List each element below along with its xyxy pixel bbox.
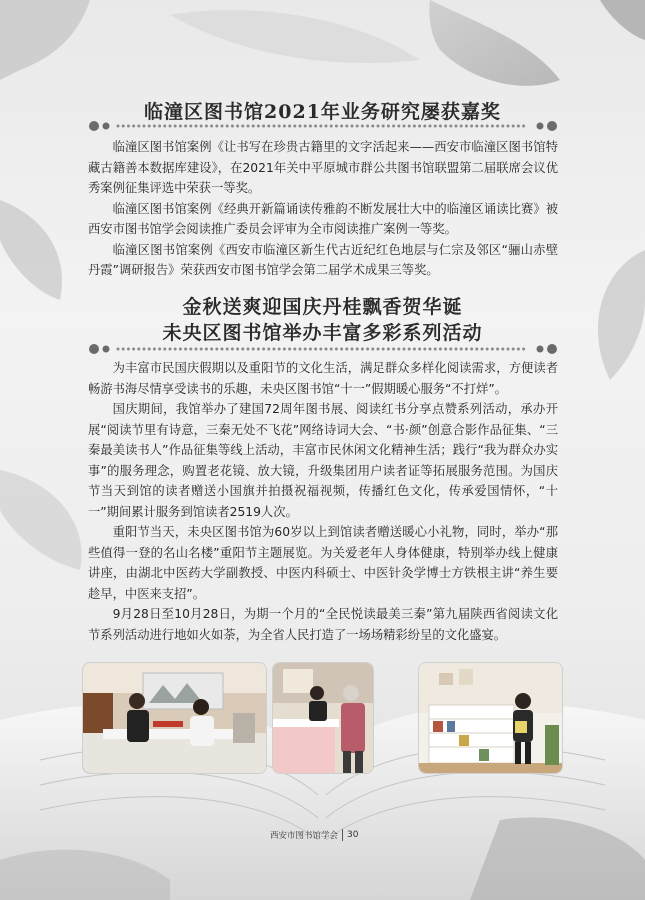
divider-dot — [470, 348, 473, 351]
divider-dot — [481, 125, 484, 128]
divider-dot — [408, 348, 411, 351]
divider-dot — [148, 348, 151, 351]
divider-dot — [330, 125, 333, 128]
divider-dot — [507, 125, 510, 128]
divider-dot — [345, 125, 348, 128]
divider-dot — [226, 125, 229, 128]
divider-dot — [226, 348, 229, 351]
divider-dot — [387, 348, 390, 351]
divider-end-dot — [89, 344, 99, 354]
divider-dot — [137, 348, 140, 351]
divider-dot — [491, 125, 494, 128]
divider-dot — [210, 348, 213, 351]
divider-dot — [351, 125, 354, 128]
divider-dot — [262, 125, 265, 128]
divider-dot — [299, 125, 302, 128]
divider-dot — [496, 348, 499, 351]
divider-end-dot — [103, 346, 110, 353]
divider-dot — [163, 125, 166, 128]
divider-dot — [132, 348, 135, 351]
divider-dot — [465, 125, 468, 128]
divider-dot — [137, 125, 140, 128]
divider-dot — [267, 348, 270, 351]
divider-dot — [377, 125, 380, 128]
divider-dot — [215, 348, 218, 351]
divider-dot — [304, 348, 307, 351]
divider-dot — [267, 125, 270, 128]
divider-dot — [195, 348, 198, 351]
divider-dot — [169, 348, 172, 351]
section2-article — [88, 358, 558, 645]
divider-dot — [127, 125, 130, 128]
divider-dot — [501, 348, 504, 351]
divider-dot — [382, 125, 385, 128]
divider-end-dot — [537, 123, 544, 130]
divider-dot — [397, 348, 400, 351]
divider-dot — [423, 348, 426, 351]
divider-dot — [148, 125, 151, 128]
divider-dot — [418, 348, 421, 351]
divider-dot — [408, 125, 411, 128]
divider-dot — [273, 125, 276, 128]
divider-dot — [278, 125, 281, 128]
divider-dot — [465, 348, 468, 351]
divider-dot — [397, 125, 400, 128]
section2-paragraph: 重阳节当天，未央区图书馆为60岁以上到馆读者赠送暖心小礼物，同时，举办“那些值得一登的名山名楼”重阳节主题展览。为关爱老年人身体健康，特别举办线上健康讲座，由湖北中医药大学副教授、中医内科硕士、中医针灸学博士方铁根主讲“养生要趁早，中医来支招”。 — [88, 525, 558, 601]
divider-dot — [283, 348, 286, 351]
divider-dot — [449, 125, 452, 128]
divider-dot — [257, 125, 260, 128]
divider-dot — [319, 125, 322, 128]
divider-dot — [174, 125, 177, 128]
photo-library-service-desk — [83, 663, 266, 773]
divider-dot — [361, 125, 364, 128]
divider-dot — [241, 348, 244, 351]
section2-paragraph: 为丰富市民国庆假期以及重阳节的文化生活，满足群众多样化阅读需求，方便读者畅游书海尽情享受读书的乐趣，未央区图书馆“十一”假期暖心服务“不打烊”。 — [88, 361, 558, 396]
divider-dot — [247, 348, 250, 351]
divider-dot — [293, 348, 296, 351]
divider-dot — [283, 125, 286, 128]
divider-dot — [309, 125, 312, 128]
divider-dot — [205, 348, 208, 351]
divider-end-dot — [547, 344, 557, 354]
divider-dot — [210, 125, 213, 128]
divider-dot — [221, 125, 224, 128]
divider-dot — [184, 125, 187, 128]
divider-dot — [231, 125, 234, 128]
divider-dot — [403, 348, 406, 351]
divider-dot — [486, 348, 489, 351]
divider-dot — [460, 348, 463, 351]
divider-dot — [299, 348, 302, 351]
divider-dot — [371, 125, 374, 128]
divider-dot — [475, 125, 478, 128]
divider-dot — [122, 348, 125, 351]
divider-dot — [325, 348, 328, 351]
divider-dot — [429, 348, 432, 351]
divider-dot — [293, 125, 296, 128]
section2-dotted-divider — [88, 343, 558, 355]
divider-dot — [444, 348, 447, 351]
divider-dot — [475, 348, 478, 351]
divider-dot — [174, 348, 177, 351]
divider-dot — [319, 348, 322, 351]
divider-dot — [501, 125, 504, 128]
divider-dot — [444, 125, 447, 128]
divider-dot — [200, 125, 203, 128]
divider-dot — [288, 348, 291, 351]
divider-dot — [330, 348, 333, 351]
divider-dot — [195, 125, 198, 128]
divider-dot — [371, 348, 374, 351]
photo-reader-at-counter — [273, 663, 373, 773]
divider-dot — [366, 125, 369, 128]
divider-dot — [439, 348, 442, 351]
divider-dot — [143, 125, 146, 128]
divider-dot — [356, 125, 359, 128]
divider-dot — [340, 125, 343, 128]
divider-dot — [335, 125, 338, 128]
divider-dot — [309, 348, 312, 351]
section1-paragraph: 临潼区图书馆案例《西安市临潼区新生代古近纪红色地层与仁宗及邻区“骊山赤壁丹霞”调研报告》荣获西安市图书馆学会第二届学术成果三等奖。 — [88, 242, 558, 277]
divider-dot — [184, 348, 187, 351]
divider-dot — [434, 348, 437, 351]
divider-dot — [304, 125, 307, 128]
divider-dot — [325, 125, 328, 128]
divider-dot — [158, 125, 161, 128]
divider-dot — [273, 348, 276, 351]
page-footer — [270, 828, 378, 842]
divider-dot — [262, 348, 265, 351]
divider-dot — [470, 125, 473, 128]
divider-dot — [392, 125, 395, 128]
divider-dot — [512, 125, 515, 128]
divider-dot — [179, 348, 182, 351]
divider-dot — [460, 125, 463, 128]
divider-dot — [158, 348, 161, 351]
divider-dot — [215, 125, 218, 128]
divider-dot — [189, 125, 192, 128]
section1-title: 临潼区图书馆2021年业务研究屡获嘉奖 — [144, 101, 501, 123]
page-number: 30 — [347, 830, 359, 840]
divider-dot — [351, 348, 354, 351]
divider-dot — [288, 125, 291, 128]
divider-dot — [252, 125, 255, 128]
divider-dot — [403, 125, 406, 128]
divider-dot — [439, 125, 442, 128]
divider-dot — [340, 348, 343, 351]
divider-dot — [122, 125, 125, 128]
divider-dot — [481, 348, 484, 351]
divider-dot — [143, 348, 146, 351]
divider-dot — [512, 348, 515, 351]
divider-dot — [434, 125, 437, 128]
section2-paragraph: 9月28日至10月28日，为期一个月的“全民悦读最美三秦”第九届陕西省阅读文化节系列活动进行地如火如荼，为全省人民打造了一场场精彩纷呈的文化盛宴。 — [88, 607, 558, 642]
section1-paragraph: 临潼区图书馆案例《经典开新篇诵读传雅韵不断发展壮大中的临潼区诵读比赛》被西安市图书馆学会阅读推广委员会评审为全市阅读推广案例一等奖。 — [88, 201, 558, 236]
divider-dot — [335, 348, 338, 351]
divider-dot — [153, 125, 156, 128]
divider-dot — [153, 348, 156, 351]
section2-title-line1: 金秋送爽迎国庆丹桂飘香贺华诞 — [182, 296, 463, 318]
divider-dot — [345, 348, 348, 351]
divider-dot — [522, 348, 525, 351]
section1-dotted-divider — [88, 120, 558, 132]
divider-end-dot — [537, 346, 544, 353]
divider-dot — [429, 125, 432, 128]
divider-dot — [189, 348, 192, 351]
divider-dot — [356, 348, 359, 351]
divider-dot — [127, 348, 130, 351]
divider-dot — [205, 125, 208, 128]
divider-dot — [522, 125, 525, 128]
divider-dot — [247, 125, 250, 128]
divider-dot — [496, 125, 499, 128]
divider-dot — [231, 348, 234, 351]
divider-dot — [418, 125, 421, 128]
section2-title-line2: 未央区图书馆举办丰富多彩系列活动 — [162, 322, 483, 344]
divider-dot — [200, 348, 203, 351]
divider-dot — [314, 348, 317, 351]
divider-dot — [257, 348, 260, 351]
divider-end-dot — [89, 121, 99, 131]
divider-dot — [361, 348, 364, 351]
divider-dot — [392, 348, 395, 351]
divider-end-dot — [103, 123, 110, 130]
section2-paragraph: 国庆期间，我馆举办了建国72周年图书展、阅读红书分享点赞系列活动，承办开展“阅读节里有诗意，三秦无处不飞花”网络诗词大会、“书·颜”创意合影作品征集、“三秦最美读书人”作品征集等线上活动，丰富市民休闲文化精神生活；践行“我为群众办实事”的服务理念，购置老花镜、放大镜，升级集团用户读者证等拓展服务范围。为国庆节当天到馆的读者赠送小国旗并拍摄祝福视频，传播红色文化，传承爱国情怀，“十一”期间累计服务到馆读者2519人次。 — [88, 402, 558, 519]
divider-dot — [517, 348, 520, 351]
divider-dot — [517, 125, 520, 128]
divider-dot — [117, 125, 120, 128]
divider-dot — [179, 125, 182, 128]
divider-dot — [241, 125, 244, 128]
divider-dot — [455, 125, 458, 128]
publication-name: 西安市图书馆学会 — [270, 829, 343, 841]
divider-dot — [455, 348, 458, 351]
divider-dot — [382, 348, 385, 351]
divider-dot — [413, 125, 416, 128]
section1-article — [88, 137, 558, 281]
divider-dot — [423, 125, 426, 128]
divider-dot — [278, 348, 281, 351]
divider-dot — [163, 348, 166, 351]
divider-end-dot — [547, 121, 557, 131]
divider-dot — [117, 348, 120, 351]
divider-dot — [314, 125, 317, 128]
section1-paragraph: 临潼区图书馆案例《让书写在珍贵古籍里的文字活起来——西安市临潼区图书馆特藏古籍善本数据库建设》，在2021年关中平原城市群公共图书馆联盟第二届联席会议优秀案例征集评选中荣获一等奖。 — [88, 140, 558, 195]
divider-dot — [236, 125, 239, 128]
divider-dot — [413, 348, 416, 351]
divider-dot — [377, 348, 380, 351]
divider-dot — [507, 348, 510, 351]
divider-dot — [221, 348, 224, 351]
divider-dot — [387, 125, 390, 128]
divider-dot — [486, 125, 489, 128]
divider-dot — [252, 348, 255, 351]
divider-dot — [449, 348, 452, 351]
photo-child-with-books — [419, 663, 562, 773]
divider-dot — [366, 348, 369, 351]
divider-dot — [169, 125, 172, 128]
divider-dot — [491, 348, 494, 351]
divider-dot — [236, 348, 239, 351]
divider-dot — [132, 125, 135, 128]
